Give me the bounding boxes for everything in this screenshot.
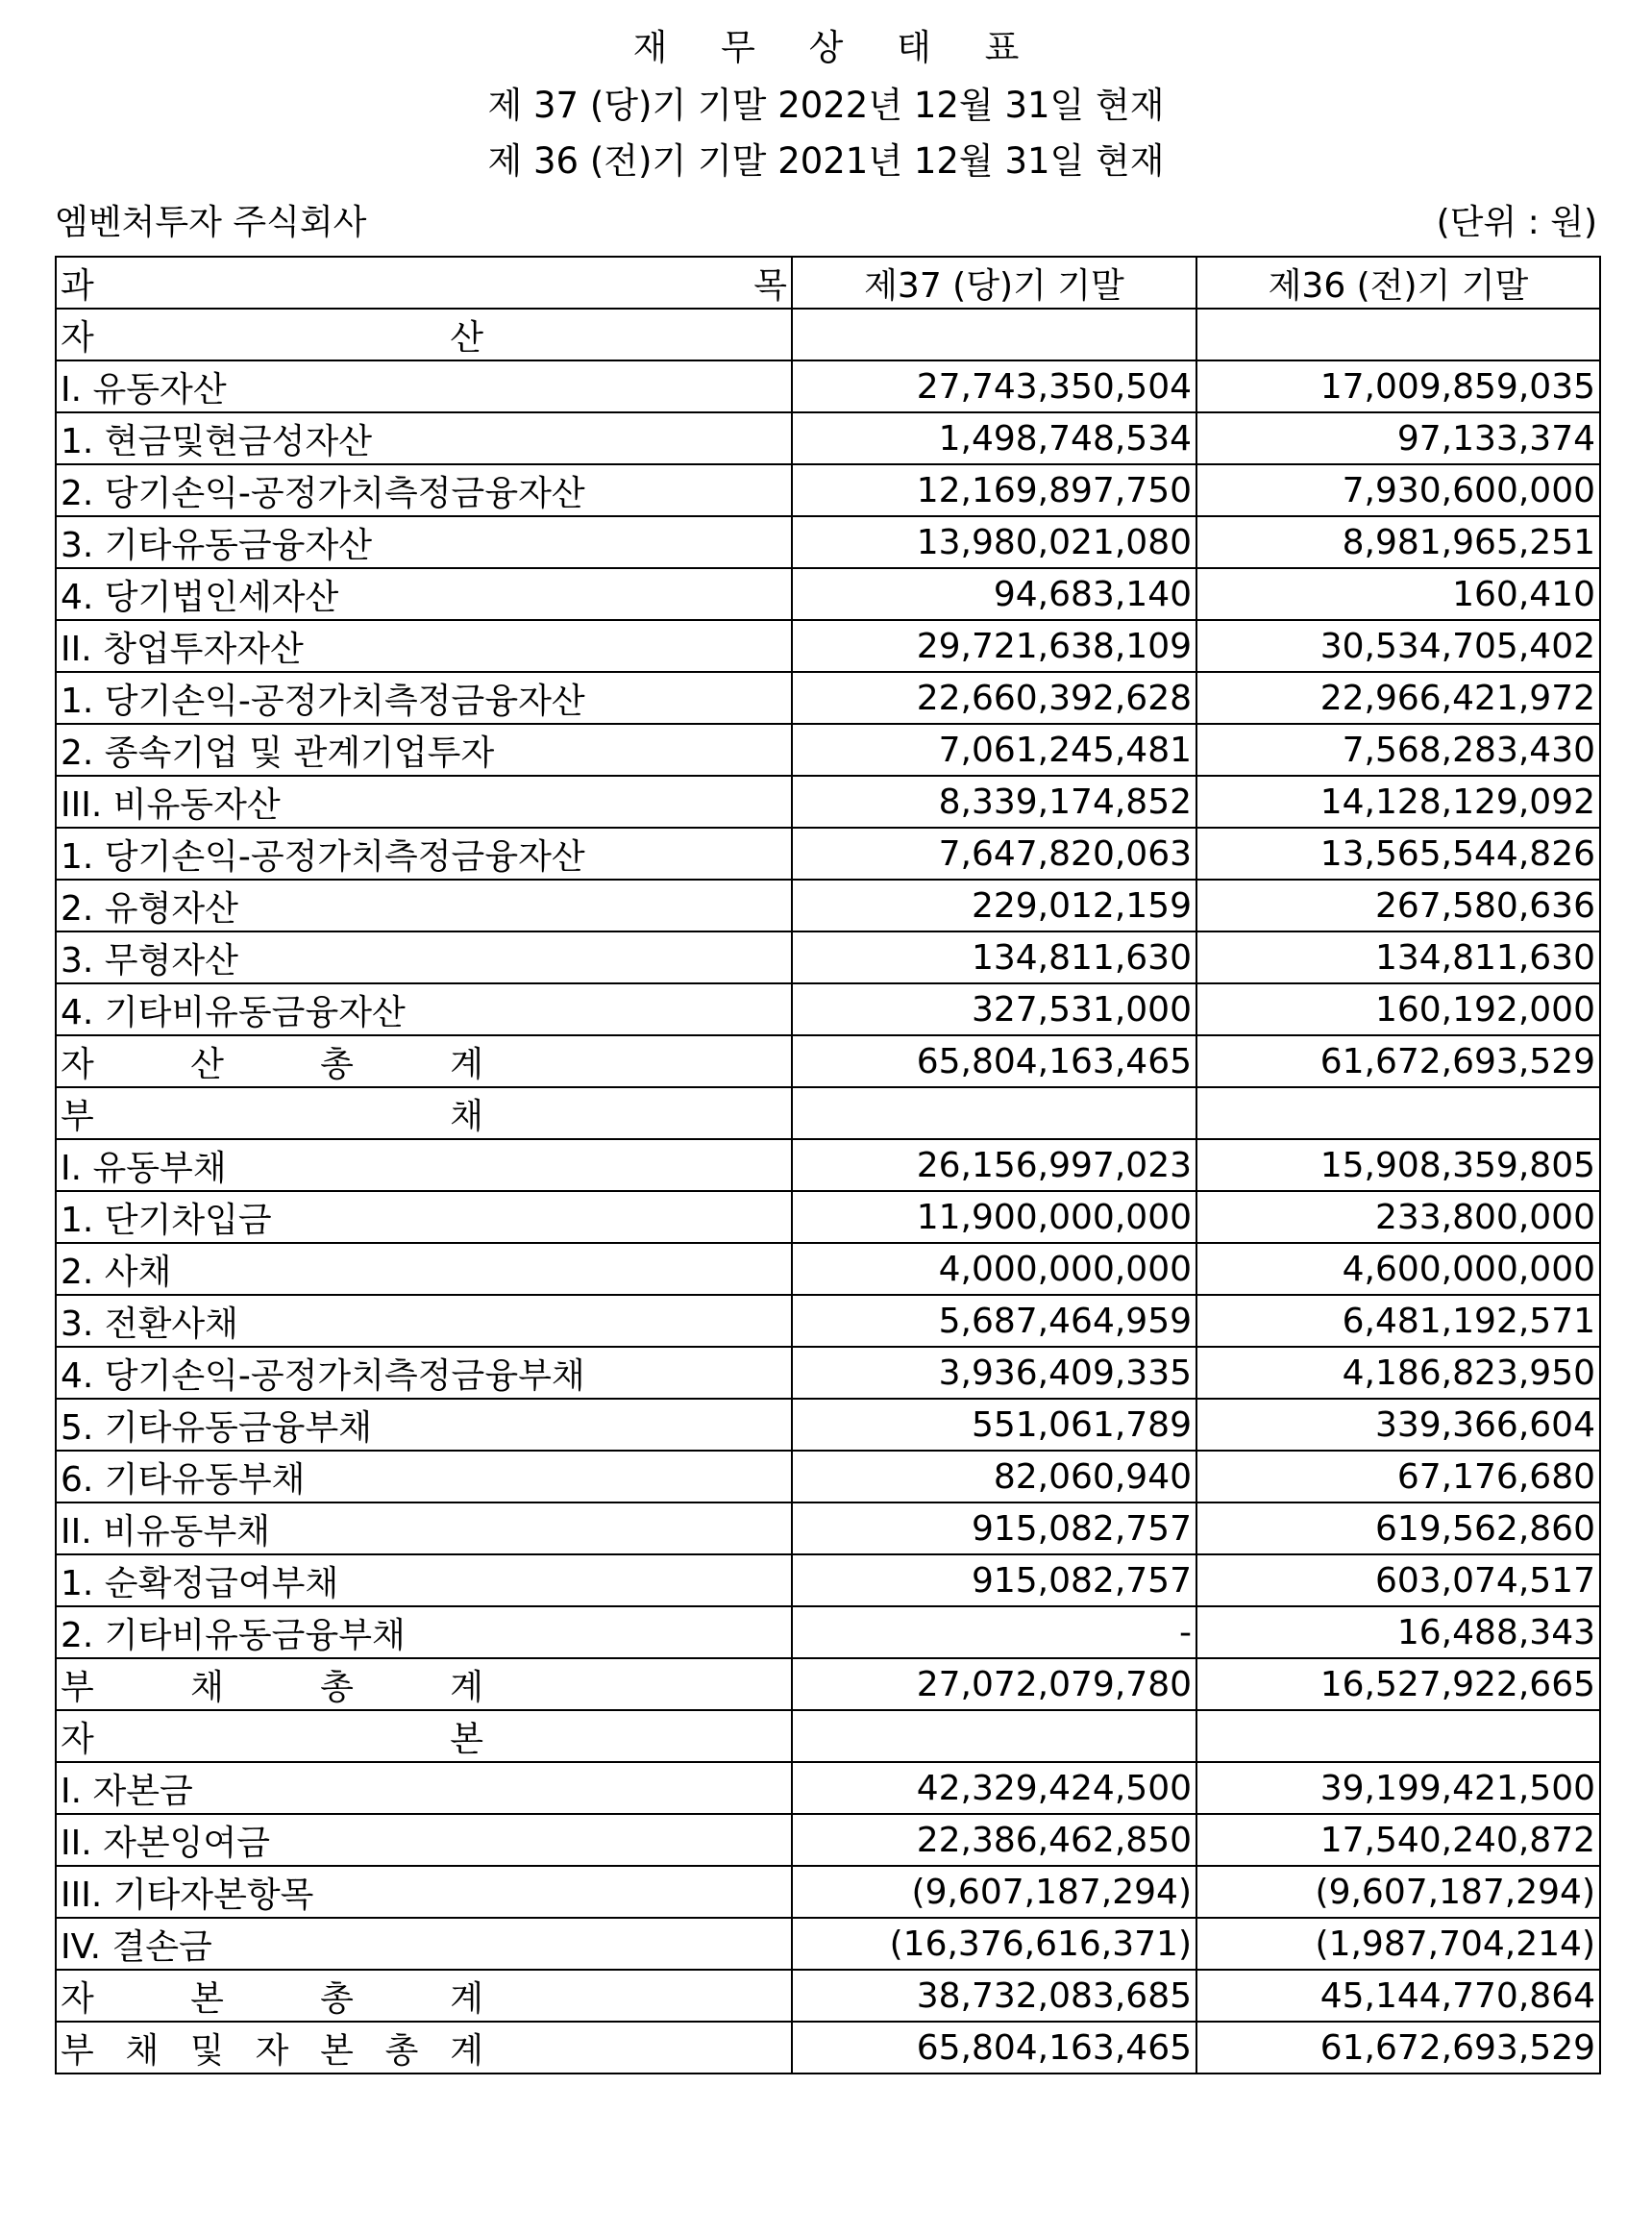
account-cell: 6. 기타유동부채 [56,1451,792,1502]
account-cell: 자 본 총 계 [56,1970,792,2022]
header-account-b: 목 [753,265,787,306]
previous-period-value: 7,568,283,430 [1196,724,1600,776]
previous-period-value: 22,966,421,972 [1196,672,1600,724]
previous-period-value: 15,908,359,805 [1196,1139,1600,1191]
previous-period-value: (9,607,187,294) [1196,1866,1600,1918]
table-row [56,1658,1600,1710]
current-period-value: 7,061,245,481 [792,724,1196,776]
account-cell: 2. 유형자산 [56,880,792,931]
current-period-value: 94,683,140 [792,568,1196,620]
previous-period-value: 30,534,705,402 [1196,620,1600,672]
header-current-period: 제37 (당)기 기말 [792,257,1196,309]
previous-period-value: 45,144,770,864 [1196,1970,1600,2022]
account-cell: 3. 전환사채 [56,1295,792,1347]
table-row [56,360,1600,412]
table-row [56,1502,1600,1554]
previous-period-value: 13,565,544,826 [1196,828,1600,880]
current-period-value: 1,498,748,534 [792,412,1196,464]
current-period-value: 26,156,997,023 [792,1139,1196,1191]
header-previous-period: 제36 (전)기 기말 [1196,257,1600,309]
previous-period-value: 97,133,374 [1196,412,1600,464]
current-period-value: 134,811,630 [792,931,1196,983]
table-row [56,724,1600,776]
current-period-value: 42,329,424,500 [792,1762,1196,1814]
current-period-value: 13,980,021,080 [792,516,1196,568]
table-header-row [56,257,1600,309]
table-row [56,620,1600,672]
account-cell: III. 비유동자산 [56,776,792,828]
current-period-value: (9,607,187,294) [792,1866,1196,1918]
table-row [56,1814,1600,1866]
previous-period-value: 267,580,636 [1196,880,1600,931]
previous-period-value: 17,009,859,035 [1196,360,1600,412]
current-period-value: 551,061,789 [792,1399,1196,1451]
table-row [56,1139,1600,1191]
table-row [56,1191,1600,1243]
table-row [56,309,1600,360]
account-cell: 4. 당기법인세자산 [56,568,792,620]
previous-period-value [1196,309,1600,360]
account-cell: 자 산 총 계 [56,1035,792,1087]
previous-period-value: 17,540,240,872 [1196,1814,1600,1866]
account-cell: II. 창업투자자산 [56,620,792,672]
period-previous: 제 36 (전)기 기말 2021년 12월 31일 현재 [487,140,1165,182]
current-period-value: 3,936,409,335 [792,1347,1196,1399]
previous-period-value: 7,930,600,000 [1196,464,1600,516]
previous-period-value: 14,128,129,092 [1196,776,1600,828]
account-cell: I. 자본금 [56,1762,792,1814]
table-row [56,1087,1600,1139]
previous-period-value: 233,800,000 [1196,1191,1600,1243]
current-period-value: 327,531,000 [792,983,1196,1035]
account-cell: 자 산 [56,309,792,360]
header-account [56,257,792,309]
balance-sheet-table [55,256,1601,2074]
current-period-value: 8,339,174,852 [792,776,1196,828]
account-cell: 4. 당기손익-공정가치측정금융부채 [56,1347,792,1399]
table-row [56,1970,1600,2022]
account-cell: II. 비유동부채 [56,1502,792,1554]
current-period-value: 915,082,757 [792,1554,1196,1606]
previous-period-value: 6,481,192,571 [1196,1295,1600,1347]
current-period-value: 11,900,000,000 [792,1191,1196,1243]
account-cell: I. 유동자산 [56,360,792,412]
previous-period-value: (1,987,704,214) [1196,1918,1600,1970]
current-period-value: 229,012,159 [792,880,1196,931]
previous-period-value [1196,1710,1600,1762]
current-period-value: 65,804,163,465 [792,2022,1196,2074]
previous-period-value: 39,199,421,500 [1196,1762,1600,1814]
previous-period-value: 619,562,860 [1196,1502,1600,1554]
current-period-value: 27,072,079,780 [792,1658,1196,1710]
table-row [56,1243,1600,1295]
table-row [56,828,1600,880]
previous-period-value: 134,811,630 [1196,931,1600,983]
table-row [56,1918,1600,1970]
current-period-value: (16,376,616,371) [792,1918,1196,1970]
document-title: 재 무 상 태 표 [632,27,1041,68]
account-cell: 2. 사채 [56,1243,792,1295]
current-period-value: 82,060,940 [792,1451,1196,1502]
account-cell: 1. 현금및현금성자산 [56,412,792,464]
table-row [56,1606,1600,1658]
unit-label: (단위 : 원) [1436,203,1597,242]
account-cell: 부 채 총 계 [56,1658,792,1710]
current-period-value: 915,082,757 [792,1502,1196,1554]
account-cell: 1. 순확정급여부채 [56,1554,792,1606]
account-cell: 1. 단기차입금 [56,1191,792,1243]
current-period-value [792,1087,1196,1139]
table-row [56,1295,1600,1347]
previous-period-value: 61,672,693,529 [1196,1035,1600,1087]
account-cell: 4. 기타비유동금융자산 [56,983,792,1035]
previous-period-value: 603,074,517 [1196,1554,1600,1606]
table-row [56,1035,1600,1087]
table-row [56,568,1600,620]
account-cell: 2. 당기손익-공정가치측정금융자산 [56,464,792,516]
period-current: 제 37 (당)기 기말 2022년 12월 31일 현재 [487,85,1165,126]
account-cell: 2. 기타비유동금융부채 [56,1606,792,1658]
previous-period-value: 339,366,604 [1196,1399,1600,1451]
account-cell: 3. 기타유동금융자산 [56,516,792,568]
table-row [56,672,1600,724]
current-period-value: 27,743,350,504 [792,360,1196,412]
current-period-value: 4,000,000,000 [792,1243,1196,1295]
previous-period-value: 16,488,343 [1196,1606,1600,1658]
account-cell: III. 기타자본항목 [56,1866,792,1918]
current-period-value: - [792,1606,1196,1658]
table-row [56,1762,1600,1814]
table-row [56,1399,1600,1451]
account-cell: 자 본 [56,1710,792,1762]
current-period-value: 22,386,462,850 [792,1814,1196,1866]
account-cell: 2. 종속기업 및 관계기업투자 [56,724,792,776]
account-cell: 1. 당기손익-공정가치측정금융자산 [56,828,792,880]
current-period-value: 38,732,083,685 [792,1970,1196,2022]
current-period-value: 29,721,638,109 [792,620,1196,672]
table-row [56,776,1600,828]
table-row [56,931,1600,983]
account-cell: 부 채 및 자 본 총 계 [56,2022,792,2074]
header-account-a: 과 [61,265,94,306]
previous-period-value: 67,176,680 [1196,1451,1600,1502]
previous-period-value: 4,600,000,000 [1196,1243,1600,1295]
account-cell: I. 유동부채 [56,1139,792,1191]
account-cell: 3. 무형자산 [56,931,792,983]
current-period-value [792,1710,1196,1762]
table-row [56,1866,1600,1918]
table-row [56,983,1600,1035]
table-row [56,1451,1600,1502]
previous-period-value: 8,981,965,251 [1196,516,1600,568]
table-row [56,516,1600,568]
current-period-value: 7,647,820,063 [792,828,1196,880]
previous-period-value: 61,672,693,529 [1196,2022,1600,2074]
table-row [56,464,1600,516]
previous-period-value: 4,186,823,950 [1196,1347,1600,1399]
table-row [56,2022,1600,2074]
previous-period-value: 16,527,922,665 [1196,1658,1600,1710]
account-cell: 부 채 [56,1087,792,1139]
table-row [56,1347,1600,1399]
current-period-value: 65,804,163,465 [792,1035,1196,1087]
table-row [56,880,1600,931]
current-period-value: 22,660,392,628 [792,672,1196,724]
company-name: 엠벤처투자 주식회사 [55,203,367,242]
account-cell: 1. 당기손익-공정가치측정금융자산 [56,672,792,724]
table-row [56,1710,1600,1762]
account-cell: II. 자본잉여금 [56,1814,792,1866]
account-cell: IV. 결손금 [56,1918,792,1970]
current-period-value [792,309,1196,360]
previous-period-value: 160,410 [1196,568,1600,620]
previous-period-value [1196,1087,1600,1139]
table-row [56,412,1600,464]
previous-period-value: 160,192,000 [1196,983,1600,1035]
table-row [56,1554,1600,1606]
account-cell: 5. 기타유동금융부채 [56,1399,792,1451]
current-period-value: 5,687,464,959 [792,1295,1196,1347]
current-period-value: 12,169,897,750 [792,464,1196,516]
